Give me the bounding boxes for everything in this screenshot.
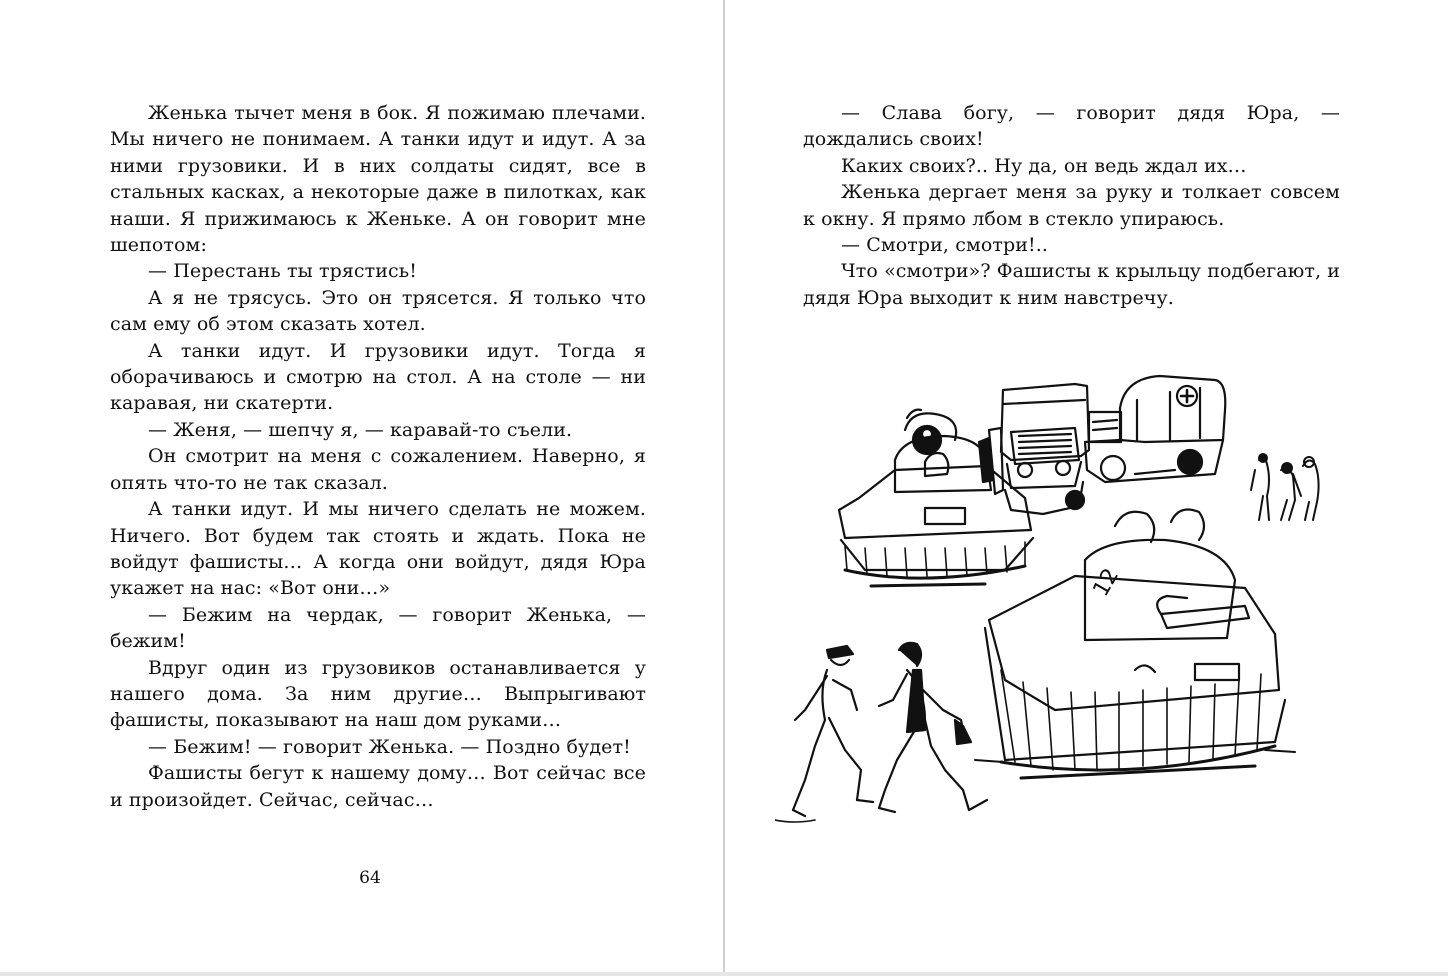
- paragraph: Фашисты бегут к нашему дому… Вот сейчас все и произойдет. Сейчас, сейчас…: [110, 762, 646, 811]
- right-page-text: [803, 100, 1340, 311]
- paragraph: Он смотрит на меня с сожалением. Наверно, я опять что-то не так сказал.: [110, 445, 646, 494]
- paragraph: Вдруг один из грузовиков останавливается у нашего дома. За ним другие… Выпрыгивают фашисты, показывают на наш дом руками…: [110, 656, 646, 732]
- paragraph: — Слава богу, — говорит дядя Юра, — дождались своих!: [803, 102, 1340, 151]
- paragraph: — Бежим на чердак, — говорит Женька, — бежим!: [110, 603, 646, 653]
- page-bottom-edge: [0, 972, 1448, 976]
- paragraph: Что «смотри»? Фашисты к крыльцу подбегают, и дядя Юра выходит к ним навстречу.: [803, 260, 1340, 309]
- paragraph: А танки идут. И мы ничего сделать не можем. Ничего. Вот будем так стоять и ждать. Пока не войдут фашисты… А когда они войдут, дядя Юра укажет на нас: «Вот они…»: [110, 498, 646, 600]
- tank-number-label: 12: [1088, 564, 1125, 601]
- page-number: 64: [359, 868, 381, 888]
- paragraph: А танки идут. И грузовики идут. Тогда я оборачиваюсь и смотрю на стол. А на столе — ни каравая, ни скатерти.: [110, 339, 646, 415]
- paragraph: — Перестань ты трястись!: [148, 260, 417, 283]
- ambulance-truck-drawing: [1085, 376, 1225, 482]
- rear-tank-drawing: [839, 410, 1033, 586]
- truck-drawing: [979, 384, 1089, 514]
- paragraph: — Женя, — шепчу я, — каравай-то съели.: [148, 418, 573, 441]
- paragraph: А я не трясусь. Это он трясется. Я только что сам ему об этом сказать хотел.: [110, 286, 646, 336]
- paragraph: — Смотри, смотри!..: [841, 234, 1049, 257]
- paragraph: Женька дергает меня за руку и толкает совсем к окну. Я прямо лбом в стекло упираюсь.: [803, 181, 1340, 230]
- running-soldiers-drawing: [775, 643, 987, 822]
- paragraph: — Бежим! — говорит Женька. — Поздно будет!: [148, 735, 631, 758]
- left-page-text: [110, 100, 646, 813]
- paragraph: Каких своих?.. Ну да, он ведь ждал их…: [841, 154, 1247, 177]
- walking-figures-drawing: [1251, 454, 1319, 520]
- paragraph: Женька тычет меня в бок. Я пожимаю плечами. Мы ничего не понимаем. А танки идут и идут. А за ними грузовики. И в них солдаты сидят, все в стальных касках, а некоторые даже в пилотках, как наши. Я прижимаюсь к Женьке. А он говорит мне шепотом:: [110, 102, 646, 257]
- tanks-illustration: [775, 370, 1335, 835]
